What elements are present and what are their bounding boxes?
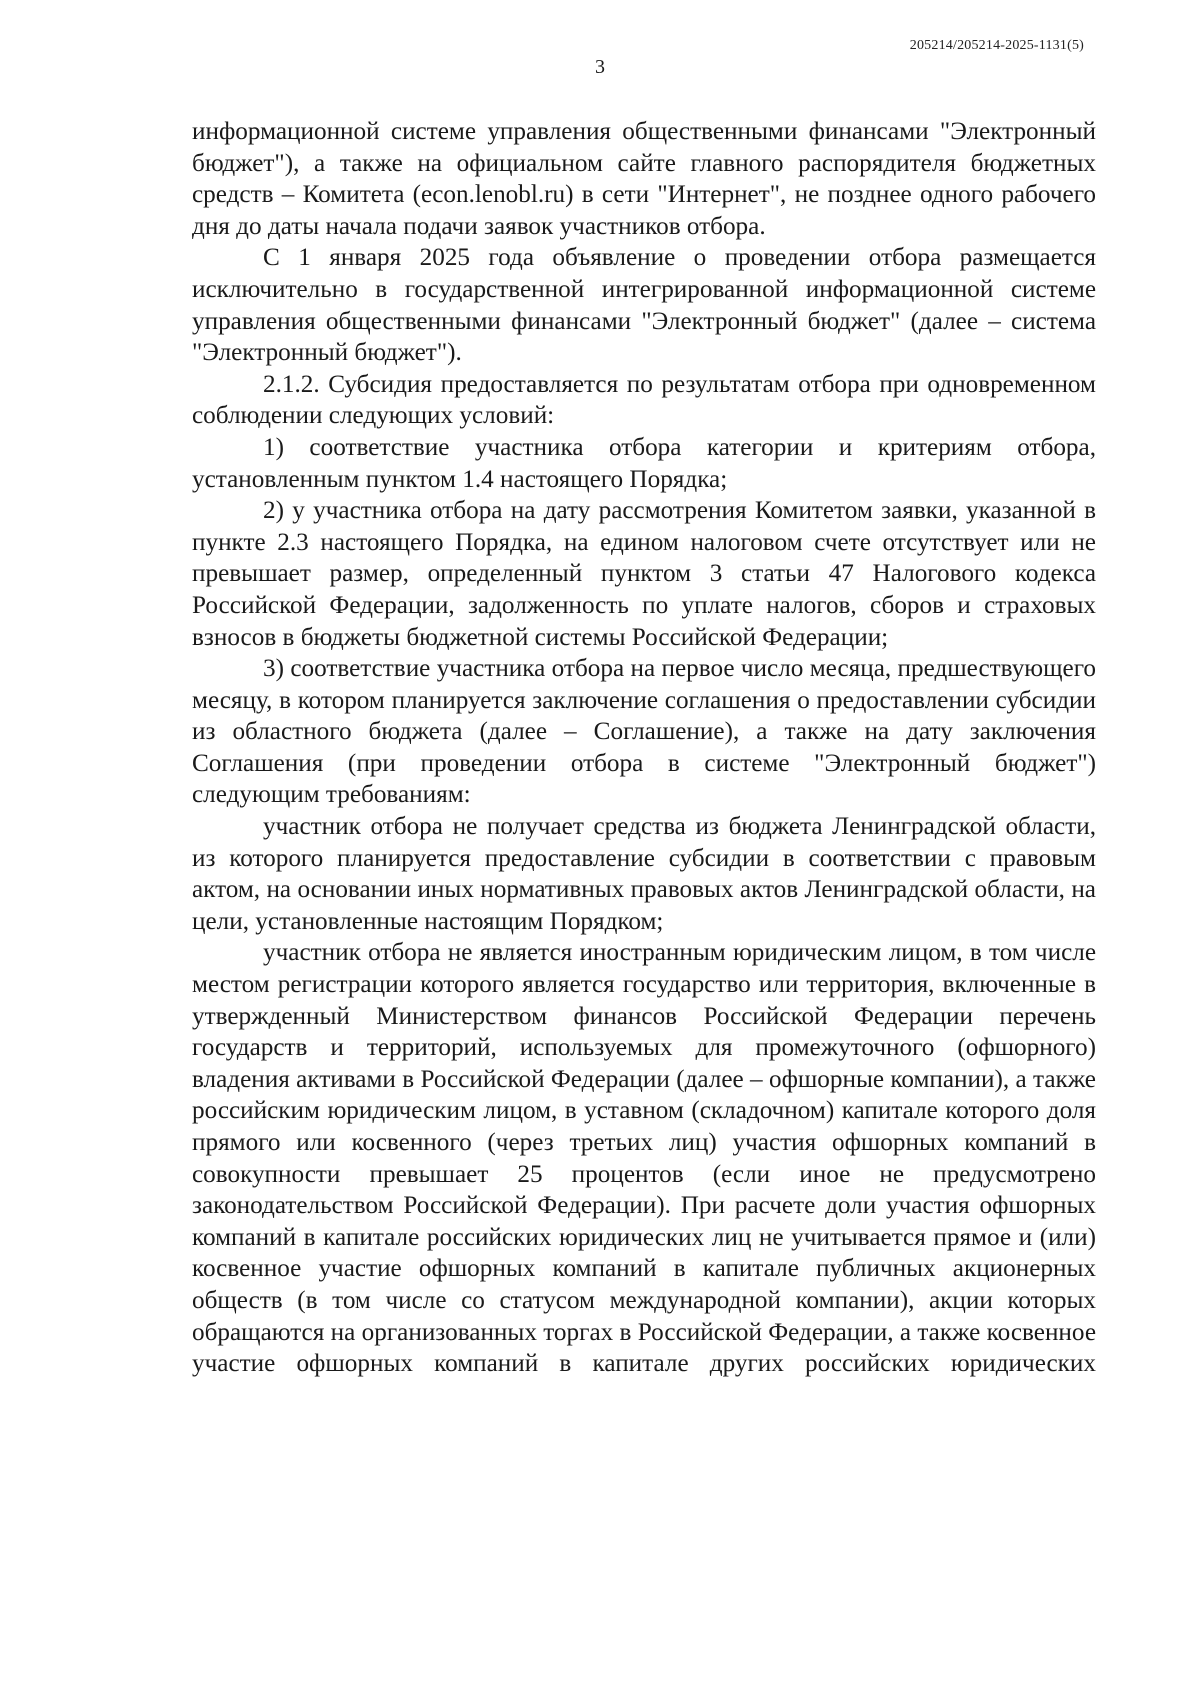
paragraph: информационной системе управления общественными финансами "Электронный бюджет"), а также на официальном сайте главного распорядителя бюджетных средств – Комитета (econ.lenobl.ru) в сети "Интернет", не позднее одного рабочего дня до даты начала подачи заявок участников отбора.	[192, 118, 1096, 240]
paragraph: С 1 января 2025 года объявление о проведении отбора размещается исключительно в государственной интегрированной информационной системе управления общественными финансами "Электронный бюджет" (далее – система "Электронный бюджет").	[192, 244, 1096, 367]
paragraph: 3) соответствие участника отбора на первое число месяца, предшествующего месяцу, в котором планируется заключение соглашения о предоставлении субсидии из областного бюджета (далее – Соглашение), а также на дату заключения Соглашения (при проведении отбора в системе "Электронный бюджет") следующим требованиям:	[192, 655, 1096, 809]
paragraph: 2) у участника отбора на дату рассмотрения Комитетом заявки, указанной в пункте 2.3 настоящего Порядка, на едином налоговом счете отсутствует или не превышает размер, определенный пунктом 3 статьи 47 Налогового кодекса Российской Федерации, задолженность по уплате налогов, сборов и страховых взносов в бюджеты бюджетной системы Российской Федерации;	[192, 497, 1096, 651]
document-body	[192, 116, 1096, 1380]
paragraph: участник отбора не является иностранным юридическим лицом, в том числе местом регистрации которого является государство или территория, включенные в утвержденный Министерством финансов Российской Федерации перечень государств и территорий, используемых для промежуточного (офшорного) владения активами в Российской Федерации (далее – офшорные компании), а также российским юридическим лицом, в уставном (складочном) капитале которого доля прямого или косвенного (через третьих лиц) участия офшорных компаний в совокупности превышает 25 процентов (если иное не предусмотрено законодательством Российской Федерации). При расчете доли участия офшорных компаний в капитале российских юридических лиц не учитывается прямое и (или) косвенное участие офшорных компаний в капитале публичных акционерных обществ (в том числе со статусом международной компании), акции которых обращаются на организованных торгах в Российской Федерации, а также косвенное участие офшорных компаний в капитале других российских юридических	[192, 939, 1096, 1378]
document-id: 205214/205214-2025-1131(5)	[909, 38, 1084, 53]
paragraph: участник отбора не получает средства из бюджета Ленинградской области, из которого планируется предоставление субсидии в соответствии с правовым актом, на основании иных нормативных правовых актов Ленинградской области, на цели, установленные настоящим Порядком;	[192, 813, 1096, 935]
paragraph: 1) соответствие участника отбора категории и критериям отбора, установленным пунктом 1.4 настоящего Порядка;	[192, 433, 1096, 493]
page-number: 3	[595, 56, 605, 78]
paragraph: 2.1.2. Субсидия предоставляется по результатам отбора при одновременном соблюдении следующих условий:	[192, 370, 1096, 430]
